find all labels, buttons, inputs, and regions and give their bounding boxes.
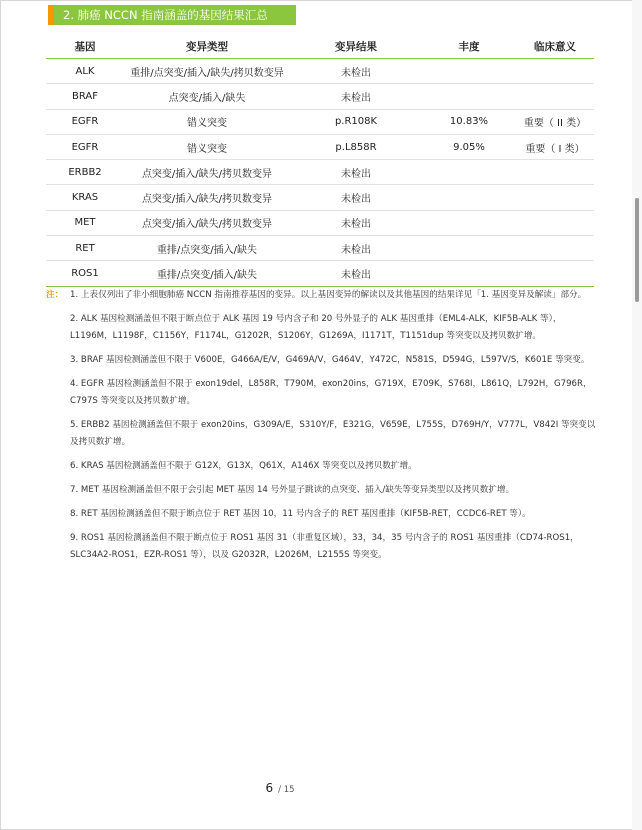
- cell-variant-type: 点突变/插入/缺失: [124, 84, 290, 109]
- notes-label: 注：: [46, 290, 64, 300]
- note-item: 6. KRAS 基因检测涵盖但不限于 G12X，G13X，Q61X，A146X 等突变以及拷贝数扩增。: [70, 461, 417, 471]
- cell-clinical-significance: 重要（ II 类）: [516, 109, 594, 134]
- table-row: [46, 185, 594, 210]
- cell-variant-type: 点突变/插入/缺失/拷贝数变异: [124, 160, 290, 185]
- note-item: 2. ALK 基因检测涵盖但不限于断点位于 ALK 基因 19 号内含子和 20 号外显子的 ALK 基因重排（EML4-ALK，KIF5B-ALK 等），L1196M，L1198F，C1156Y，F1174L，G1202R，S1206Y，G1269A，I1171T，T1151dup 等突变以及拷贝数扩增。: [70, 314, 562, 341]
- cell-variant-type: 错义突变: [124, 109, 290, 134]
- page-current: 6: [265, 781, 274, 795]
- table-row: [46, 236, 594, 261]
- cell-variant-type: 重排/点突变/插入/缺失/拷贝数变异: [124, 59, 290, 84]
- cell-variant-result: 未检出: [290, 210, 422, 235]
- table-row: [46, 160, 594, 185]
- cell-gene: ERBB2: [46, 160, 124, 185]
- section-title: 2. 肺癌 NCCN 指南涵盖的基因结果汇总: [63, 8, 268, 22]
- notes-section: [46, 287, 598, 571]
- cell-clinical-significance: [516, 185, 594, 210]
- header-clinical-significance: 临床意义: [516, 34, 594, 59]
- header-variant-type: 变异类型: [124, 34, 290, 59]
- note-item: 9. ROS1 基因检测涵盖但不限于断点位于 ROS1 基因 31（非重复区域），33，34，35 号内含子的 ROS1 基因重排（CD74-ROS1，SLC34A2-ROS1，EZR-ROS1 等），以及 G2032R，L2026M，L2155S 等突变。: [70, 533, 579, 560]
- cell-variant-result: p.R108K: [290, 109, 422, 134]
- note-item: 7. MET 基因检测涵盖但不限于会引起 MET 基因 14 号外显子跳读的点突变、插入/缺失等变异类型以及拷贝数扩增。: [70, 485, 515, 495]
- cell-clinical-significance: [516, 59, 594, 84]
- note-item: 3. BRAF 基因检测涵盖但不限于 V600E，G466A/E/V，G469A/V，G464V，Y472C，N581S，D594G，L597V/S，K601E 等突变。: [70, 355, 590, 365]
- cell-variant-result: 未检出: [290, 160, 422, 185]
- cell-variant-type: 点突变/插入/缺失/拷贝数变异: [124, 185, 290, 210]
- header-variant-result: 变异结果: [290, 34, 422, 59]
- cell-gene: MET: [46, 210, 124, 235]
- cell-abundance: 9.05%: [422, 134, 516, 159]
- section-header: [48, 5, 296, 25]
- note-item: 8. RET 基因检测涵盖但不限于断点位于 RET 基因 10，11 号内含子的 RET 基因重排（KIF5B-RET，CCDC6-RET 等）。: [70, 509, 531, 519]
- cell-variant-type: 点突变/插入/缺失/拷贝数变异: [124, 210, 290, 235]
- cell-gene: KRAS: [46, 185, 124, 210]
- page-number: [0, 777, 560, 796]
- cell-abundance: [422, 261, 516, 286]
- cell-gene: BRAF: [46, 84, 124, 109]
- cell-clinical-significance: [516, 160, 594, 185]
- table-row: [46, 84, 594, 109]
- cell-abundance: 10.83%: [422, 109, 516, 134]
- cell-variant-result: 未检出: [290, 84, 422, 109]
- cell-gene: ROS1: [46, 261, 124, 286]
- scrollbar[interactable]: [632, 0, 642, 830]
- cell-variant-type: 错义突变: [124, 134, 290, 159]
- cell-variant-result: 未检出: [290, 59, 422, 84]
- cell-abundance: [422, 210, 516, 235]
- cell-clinical-significance: [516, 236, 594, 261]
- cell-clinical-significance: 重要（ I 类）: [516, 134, 594, 159]
- header-gene: 基因: [46, 34, 124, 59]
- cell-variant-result: 未检出: [290, 261, 422, 286]
- table-row: [46, 261, 594, 286]
- table-row: [46, 109, 594, 134]
- page-total: / 15: [278, 785, 295, 795]
- cell-abundance: [422, 236, 516, 261]
- table-row: [46, 59, 594, 84]
- table-row: [46, 134, 594, 159]
- cell-variant-type: 重排/点突变/插入/缺失: [124, 261, 290, 286]
- cell-variant-result: 未检出: [290, 236, 422, 261]
- note-item: 4. EGFR 基因检测涵盖但不限于 exon19del，L858R，T790M，exon20ins，G719X，E709K，S768I，L861Q，L792H，G796R，C797S 等突变以及拷贝数扩增。: [70, 379, 592, 406]
- cell-variant-result: p.L858R: [290, 134, 422, 159]
- note-item: 1. 上表仅列出了非小细胞肺癌 NCCN 指南推荐基因的变异。以上基因变异的解读以及其他基因的结果详见「1. 基因变异及解读」部分。: [70, 290, 587, 300]
- table-header-row: [46, 34, 594, 59]
- cell-abundance: [422, 160, 516, 185]
- cell-gene: EGFR: [46, 109, 124, 134]
- cell-gene: RET: [46, 236, 124, 261]
- cell-abundance: [422, 185, 516, 210]
- cell-abundance: [422, 59, 516, 84]
- cell-variant-type: 重排/点突变/插入/缺失: [124, 236, 290, 261]
- gene-results-table: [46, 34, 594, 287]
- header-abundance: 丰度: [422, 34, 516, 59]
- cell-clinical-significance: [516, 210, 594, 235]
- cell-variant-result: 未检出: [290, 185, 422, 210]
- cell-gene: EGFR: [46, 134, 124, 159]
- cell-clinical-significance: [516, 261, 594, 286]
- cell-gene: ALK: [46, 59, 124, 84]
- note-item: 5. ERBB2 基因检测涵盖但不限于 exon20ins，G309A/E，S310Y/F，E321G，V659E，L755S，D769H/Y，V777L，V842I 等突变以及拷贝数扩增。: [70, 420, 596, 447]
- cell-clinical-significance: [516, 84, 594, 109]
- scrollbar-thumb[interactable]: [635, 198, 639, 302]
- table-row: [46, 210, 594, 235]
- cell-abundance: [422, 84, 516, 109]
- note-first-row: [46, 287, 598, 304]
